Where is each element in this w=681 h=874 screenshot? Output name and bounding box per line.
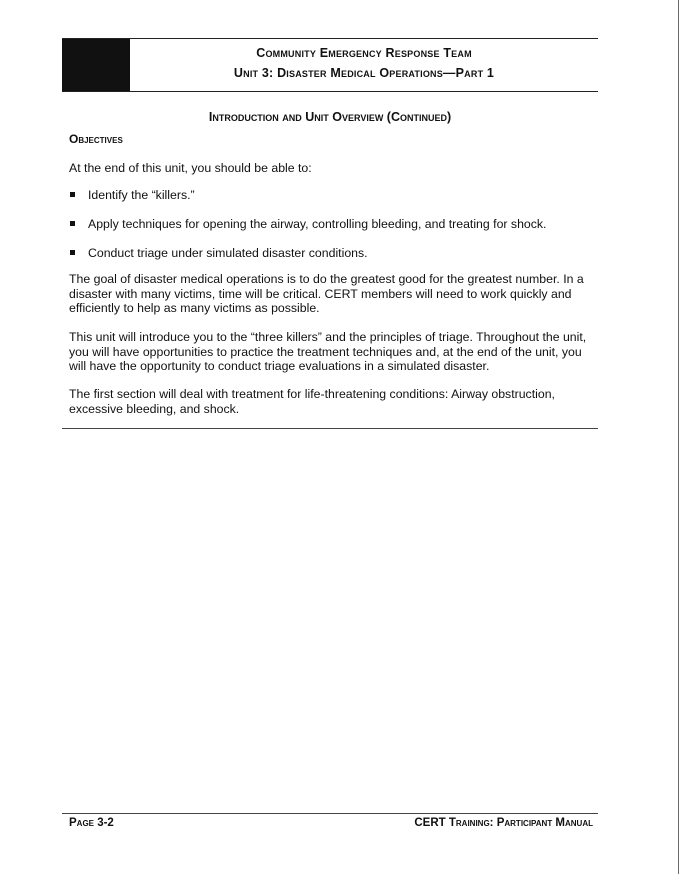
objective-text: Identify the “killers.” xyxy=(88,188,195,202)
header-black-block xyxy=(62,39,130,91)
footer-divider xyxy=(62,813,598,814)
paragraph-first-section: The first section will deal with treatment for life-threatening conditions: Airway obstruction, excessive bleeding, and shock. xyxy=(69,387,555,416)
objectives-intro: At the end of this unit, you should be able to: xyxy=(69,161,312,175)
header-unit: Unit 3: Disaster Medical Operations—Part 1 xyxy=(233,66,495,80)
objective-text: Apply techniques for opening the airway, controlling bleeding, and treating for shock. xyxy=(88,217,547,231)
list-item xyxy=(69,188,595,203)
list-item xyxy=(69,217,595,232)
paragraph-unit-intro: This unit will introduce you to the “three killers” and the principles of triage. Throughout the unit, you will have opportunities to practice the treatment techniques and, at the end of the unit, you will have the opportunity to conduct triage evaluations in a simulated disaster. xyxy=(69,330,587,373)
header-title: Community Emergency Response Team xyxy=(256,46,472,60)
objectives-list xyxy=(69,188,595,275)
section-divider xyxy=(62,428,598,429)
bullet-square-icon xyxy=(70,250,75,255)
page-number: Page 3-2 xyxy=(69,817,114,829)
objective-text: Conduct triage under simulated disaster conditions. xyxy=(88,246,368,260)
paragraph-goal: The goal of disaster medical operations is to do the greatest good for the greatest number. In a disaster with many victims, time will be critical. CERT members will need to work quickly and efficiently to help as many victims as possible. xyxy=(69,272,584,315)
bullet-square-icon xyxy=(70,192,75,197)
bullet-square-icon xyxy=(70,221,75,226)
section-title: Introduction and Unit Overview (Continued) xyxy=(208,110,452,124)
list-item xyxy=(69,246,595,261)
page-edge-line xyxy=(678,0,679,874)
header-text xyxy=(130,39,598,91)
objectives-heading: Objectives xyxy=(69,132,123,146)
page-header xyxy=(62,38,598,92)
manual-title: CERT Training: Participant Manual xyxy=(414,817,593,829)
